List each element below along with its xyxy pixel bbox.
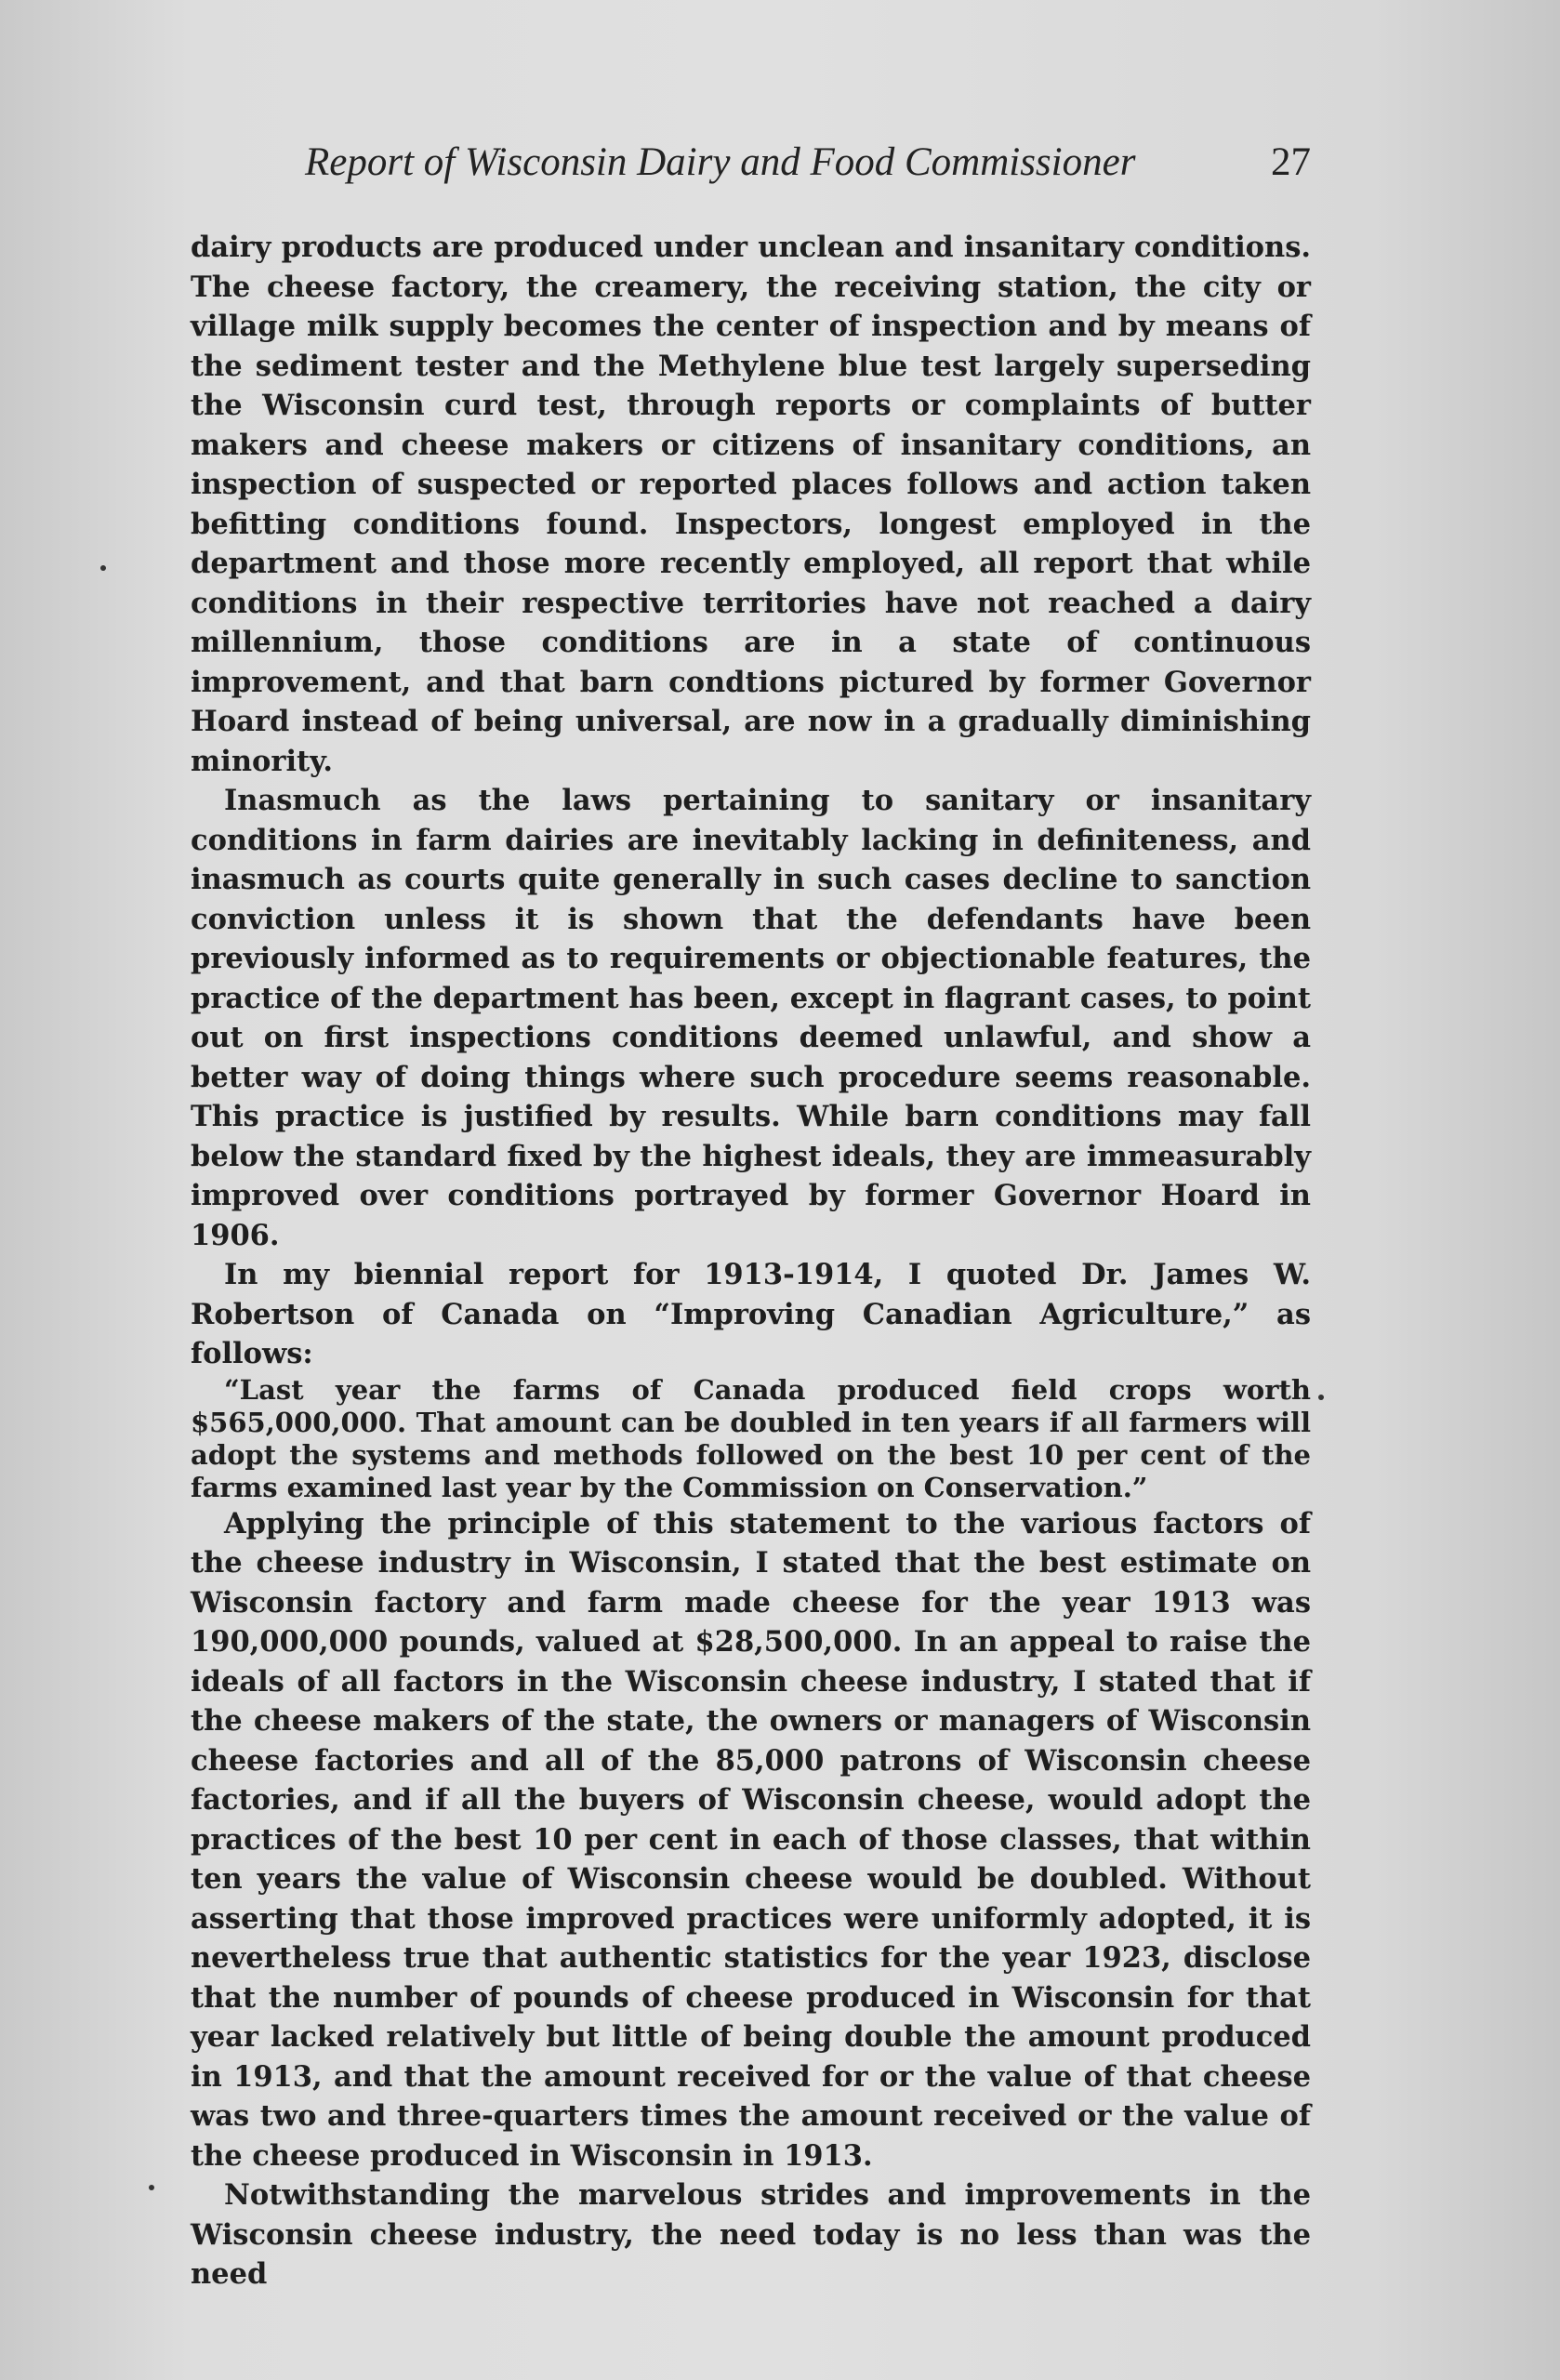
paragraph: Applying the principle of this statement to the various factors of the cheese industry in Wisconsin, I stated that the best estimate on Wisconsin factory and farm made cheese for the year 1913 was 190,000,000 pounds, valued at $28,500,000. In an appeal to raise the ideals of all factors in the Wisconsin cheese industry, I stated that if the cheese makers of the state, the owners or managers of Wisconsin cheese factories and all of the 85,000 patrons of Wisconsin cheese factories, and if all the buyers of Wisconsin cheese, would adopt the practices of the best 10 per cent in each of those classes, that within ten years the value of Wisconsin cheese would be doubled. Without asserting that those improved practices were uniformly adopted, it is nevertheless true that authentic statistics for the year 1923, disclose that the number of pounds of cheese produced in Wisconsin for that year lacked relatively but little of being double the amount produced in 1913, and that the amount received for or the value of that cheese was two and three-quarters times the amount received or the value of the cheese produced in Wisconsin in 1913. [191,1506,1311,2173]
running-title: Report of Wisconsin Dairy and Food Commissioner [305,140,1136,184]
paragraph: dairy products are produced under unclean and insanitary conditions. The cheese factory, the creamery, the receiving station, the city or village milk supply becomes the center of inspection and by means of the sediment tester and the Methylene blue test largely superseding the Wisconsin curd test, through reports or complaints of butter makers and cheese makers or citizens of insanitary conditions, an inspection of suspected or reported places follows and action taken befitting conditions found. Inspectors, longest employed in the department and those more recently employed, all report that while conditions in their respective territories have not reached a dairy millennium, those conditions are in a state of continuous improvement, and that barn condtions pictured by former Governor Hoard instead of being universal, are now in a gradually diminishing minority. [191,231,1311,778]
body-text [191,228,1311,2294]
block-quote: “Last year the farms of Canada produced field crops worth $565,000,000. That amount can be doubled in ten years if all farmers will adopt the systems and methods followed on the best 10 per cent of the farms examined last year by the Commission on Conservation.” [191,1373,1311,1503]
scan-speck [149,2185,154,2190]
page-number: 27 [1271,140,1311,184]
scan-speck [1318,1395,1324,1400]
paragraph: Inasmuch as the laws pertaining to sanitary or insanitary conditions in farm dairies are inevitably lacking in definiteness, and inasmuch as courts quite generally in such cases decline to sanction conviction unless it is shown that the defendants have been previously informed as to requirements or objectionable features, the practice of the department has been, except in flagrant cases, to point out on first inspections conditions deemed unlawful, and show a better way of doing things where such procedure seems reasonable. This practice is justified by results. While barn conditions may fall below the standard fixed by the highest ideals, they are immeasurably improved over conditions portrayed by former Governor Hoard in 1906. [191,784,1311,1252]
paragraph: In my biennial report for 1913-1914, I quoted Dr. James W. Robertson of Canada on “Improving Canadian Agriculture,” as follows: [191,1258,1311,1370]
page-header [186,139,1311,205]
paragraph: Notwithstanding the marvelous strides and improvements in the Wisconsin cheese industry, the need today is no less than was the need [191,2178,1311,2291]
scan-speck [100,565,106,571]
